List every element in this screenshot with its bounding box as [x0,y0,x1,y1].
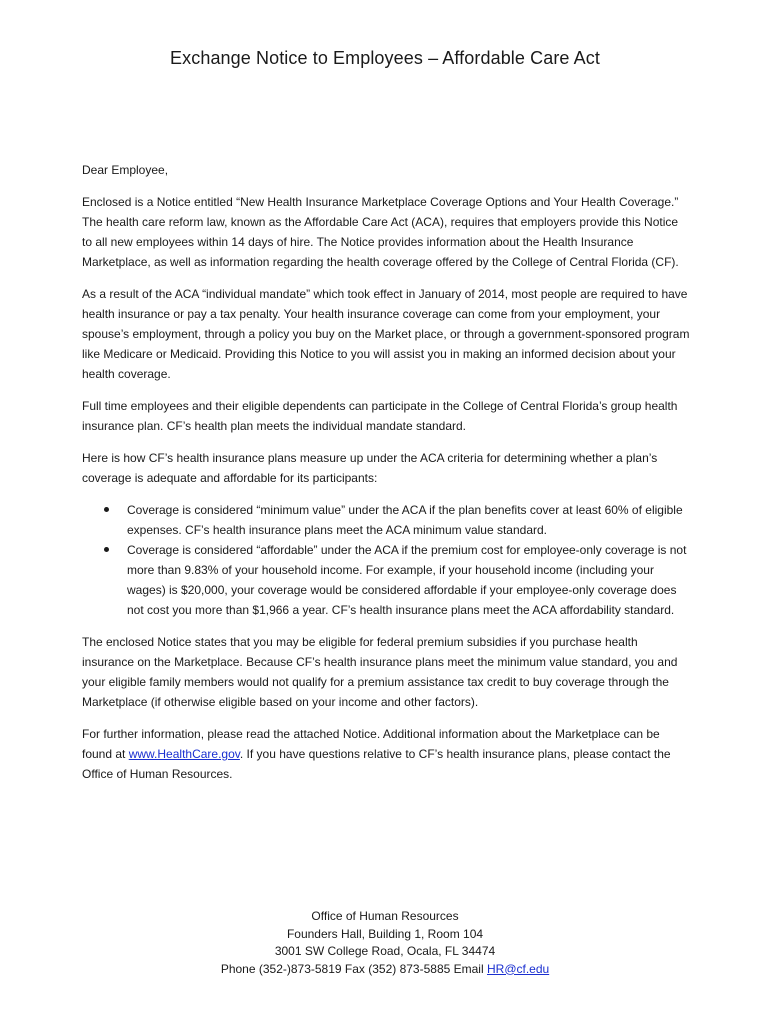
email-link[interactable]: HR@cf.edu [486,961,550,976]
footer-building: Founders Hall, Building 1, Room 104 [286,926,484,941]
footer-office: Office of Human Resources [311,909,459,923]
closing-text-end: . If you have questions relative to CF’s health insurance plans, please contact the Office of Human Resources. [82,747,671,781]
closing-text-start: For further information, please read the attached Notice. Additional information about the Marketplace can be found at [82,727,660,761]
paragraph-eligibility: Full time employees and their eligible dependents can participate in the College of Central Florida’s group health insurance plan. CF’s health plan meets the individual mandate standard. [82,399,678,433]
salutation: Dear Employee, [82,163,169,177]
criteria-list [82,500,690,620]
footer-phone-fax: Phone (352-)873-5819 Fax (352) 873-5885 Email [220,961,487,976]
footer-contact-line [0,961,770,979]
list-item-minimum-value: Coverage is considered “minimum value” under the ACA if the plan benefits cover at least 60% of eligible expenses. CF’s health insurance plans meet the ACA minimum value standard. [82,500,690,540]
paragraph-criteria-intro: Here is how CF’s health insurance plans measure up under the ACA criteria for determining whether a plan’s coverage is adequate and affordable for its participants: [82,451,658,485]
paragraph-further-information [82,724,690,784]
list-item-affordable: Coverage is considered “affordable” under the ACA if the premium cost for employee-only coverage is not more than 9.83% of your household income. For example, if your household income (including your wages) is $20,000, your coverage would be considered affordable if your employee-only coverage does not cost you more than $1,966 a year. CF’s health insurance plans meet the ACA affordability standard. [82,540,690,620]
footer-address: 3001 SW College Road, Ocala, FL 34474 [274,944,496,958]
document-title: Exchange Notice to Employees – Affordable Care Act [170,48,600,68]
paragraph-individual-mandate: As a result of the ACA “individual mandate” which took effect in January of 2014, most people are required to have health insurance or pay a tax penalty. Your health insurance coverage can come from your employment, your spouse’s employment, through a policy you buy on the Market place, or through a government-sponsored program like Medicare or Medicaid. Providing this Notice to you will assist you in making an informed decision about your health coverage. [82,287,690,381]
footer-contact-block [0,908,770,978]
letter-body [82,160,690,796]
paragraph-subsidies: The enclosed Notice states that you may be eligible for federal premium subsidies if you purchase health insurance on the Marketplace. Because CF’s health insurance plans meet the minimum value standard, you and your eligible family members would not qualify for a premium assistance tax credit to buy coverage through the Marketplace (if otherwise eligible based on your income and other factors). [82,635,678,709]
healthcare-gov-link[interactable]: www.HealthCare.gov [128,747,240,761]
paragraph-notice-intro: Enclosed is a Notice entitled “New Health Insurance Marketplace Coverage Options and Your Health Coverage.” The health care reform law, known as the Affordable Care Act (ACA), requires that employers provide this Notice to all new employees within 14 days of hire. The Notice provides information about the Health Insurance Marketplace, as well as information regarding the health coverage offered by the College of Central Florida (CF). [82,195,679,269]
